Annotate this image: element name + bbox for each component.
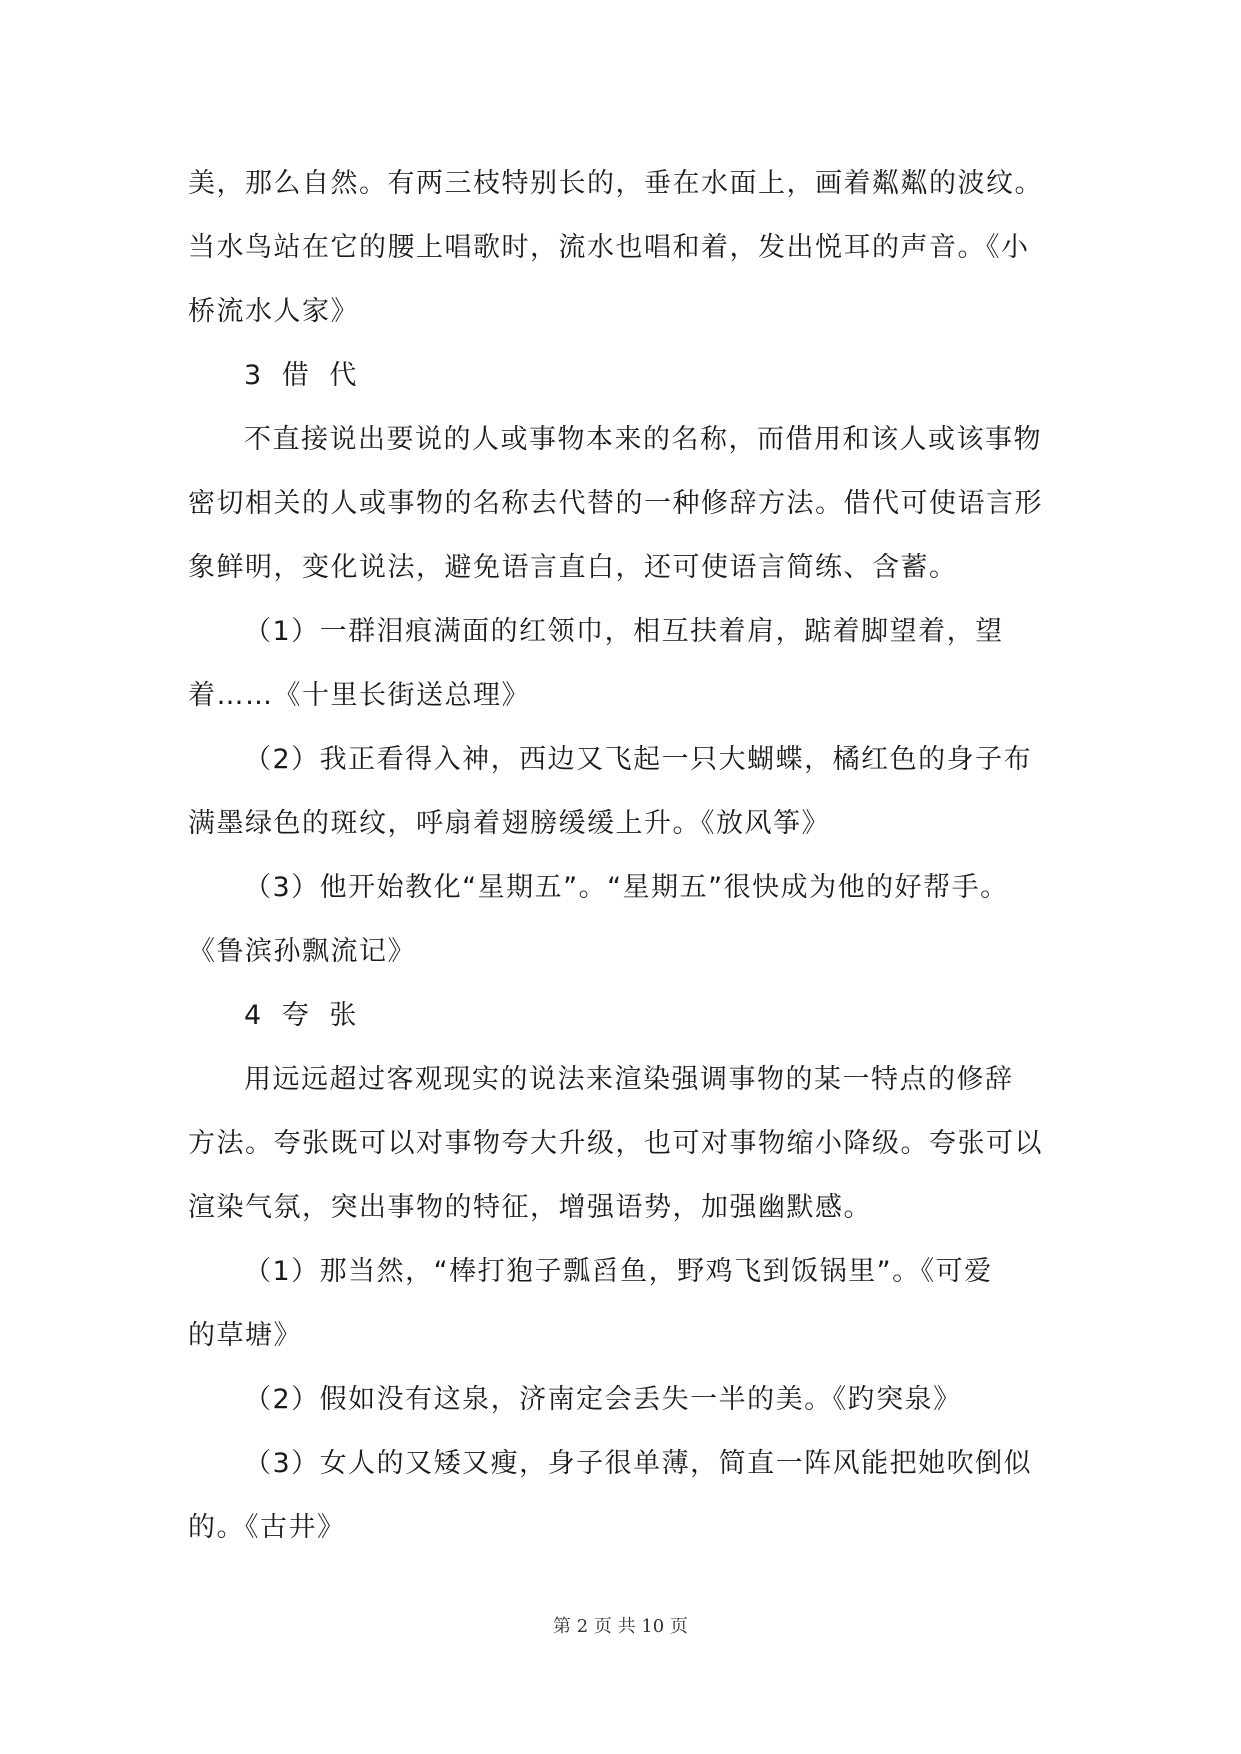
text-line: 美，那么自然。有两三枝特别长的，垂在水面上，画着粼粼的波纹。 <box>188 168 1043 199</box>
text-line: 当水鸟站在它的腰上唱歌时，流水也唱和着，发出悦耳的声音。《小 <box>188 232 1030 263</box>
text-line: （2）我正看得入神，西边又飞起一只大蝴蝶，橘红色的身子布 <box>244 744 1033 775</box>
body-text <box>188 152 1054 1560</box>
text-line: 渲染气氛，突出事物的特征，增强语势，加强幽默感。 <box>188 1192 872 1223</box>
section-heading: 3 借 代 <box>244 360 363 391</box>
text-line: 着……《十里长街送总理》 <box>188 680 530 711</box>
text-line: 用远远超过客观现实的说法来渲染强调事物的某一特点的修辞 <box>244 1064 1014 1095</box>
text-line: 的草塘》 <box>188 1320 302 1351</box>
text-line: 桥流水人家》 <box>188 296 359 327</box>
text-line: （3）女人的又矮又瘦，身子很单薄，简直一阵风能把她吹倒似 <box>244 1448 1033 1479</box>
text-line: 方法。夸张既可以对事物夸大升级，也可对事物缩小降级。夸张可以 <box>188 1128 1043 1159</box>
text-line: 满墨绿色的斑纹，呼扇着翅膀缓缓上升。《放风筝》 <box>188 808 830 839</box>
text-line: （1）一群泪痕满面的红领巾，相互扶着肩，踮着脚望着，望 <box>244 616 1004 647</box>
text-line: 象鲜明，变化说法，避免语言直白，还可使语言简练、含蓄。 <box>188 552 958 583</box>
text-line: （1）那当然，“棒打狍子瓢舀鱼，野鸡飞到饭锅里”。《可爱 <box>244 1256 993 1287</box>
text-line: 《鲁滨孙飘流记》 <box>188 936 416 967</box>
page-footer: 第 2 页 共 10 页 <box>553 1616 688 1637</box>
text-line: 密切相关的人或事物的名称去代替的一种修辞方法。借代可使语言形 <box>188 488 1043 519</box>
text-line: （2）假如没有这泉，济南定会丢失一半的美。《趵突泉》 <box>244 1384 962 1415</box>
text-line: 的。《古井》 <box>188 1512 346 1543</box>
text-line: 不直接说出要说的人或事物本来的名称，而借用和该人或该事物 <box>244 424 1042 455</box>
text-line: （3）他开始教化“星期五”。“星期五”很快成为他的好帮手。 <box>244 872 1009 903</box>
section-heading: 4 夸 张 <box>244 1000 363 1031</box>
